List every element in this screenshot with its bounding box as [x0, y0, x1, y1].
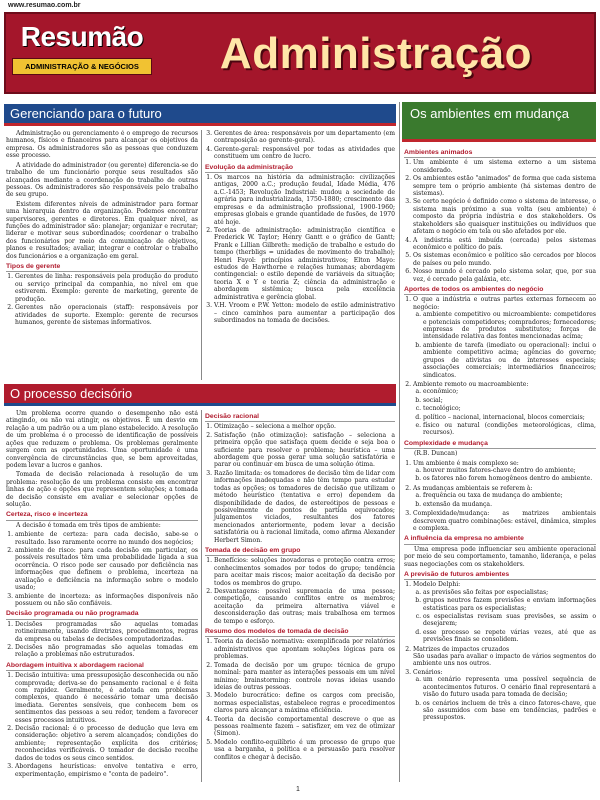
section-ambientes: Os ambientes em mudança: [402, 102, 596, 142]
list-item: 4. Teoria da decisão comportamental descreve o que as pessoas realmente fazem – satisfizer, em vez de otimizar (Simon).: [214, 716, 395, 738]
list-item: c. os especialistas revisam suas previsões, se assim o desejarem;: [423, 613, 596, 628]
sublist: [423, 589, 596, 644]
subheading: A previsão de futuros ambientes: [404, 571, 596, 580]
col2-bottom: [205, 410, 395, 782]
list-item-text: Matrizes de impactos cruzados: [413, 645, 510, 653]
list-item: 1. Gerentes de linha: responsáveis pela produção do produto ou serviço principal da companhia, no nível em que estiverem. Exemplo: gerente de marketing, gerente de produção.: [15, 273, 198, 303]
subheading: Aportes de todos os ambientes do negócio: [404, 286, 596, 295]
list: [214, 174, 395, 324]
paragraph: Administração ou gerenciamento é o emprego de recursos humanos, físicos e financeiros para alcançar os objetivos da empresa. Os administradores são as pessoas que conduzem esse processo.: [6, 130, 198, 160]
list-item: 5. Os sistemas econômico e político são cercados por blocos de países ou pelo mundo.: [413, 252, 596, 267]
subheading: Resumo dos modelos de tomada de decisão: [205, 628, 395, 637]
col2-top: [205, 130, 395, 380]
list-item: b. extensão da mudança.: [423, 501, 596, 508]
list-item: e. físico ou natural (condições meteorológicas, clima, recursos).: [423, 422, 596, 437]
list-item: 2. Gerentes não operacionais (staff): responsáveis por atividades de suporte. Exemplo: gerente de recursos humanos, gerente de sistemas informativos.: [15, 304, 198, 326]
list-item: 2. Tomada de decisão por um grupo: técnica de grupo nominal: para manter as interações pessoais em um nível mínimo; brainstorming: controle novas ideias usando ideias de outras pessoas.: [214, 662, 395, 692]
list-item: b. grupos neutros fazem previsões e enviam informações estatísticas para os especialistas;: [423, 597, 596, 612]
sublist: [423, 388, 596, 437]
sublist: [423, 311, 596, 379]
list: [413, 581, 596, 722]
list-item: 2. Decisões não programadas são aquelas tomadas em relação a problemas não estruturados.: [15, 644, 198, 659]
list: [214, 423, 395, 544]
paragraph: Tomada de decisão relacionada à resolução de um problema: resolução de um problema consiste em encontrar linhas de ação e opções que representem soluções; a tomada de decisão consiste em avaliar e selecionar opções de solução.: [6, 471, 198, 509]
list-item: a. houver muitos fatores-chave dentro do ambiente;: [423, 467, 596, 474]
page-title: Administração: [219, 29, 533, 78]
list: [15, 531, 198, 607]
list-item: 5. Modelo conflito-equilíbrio é um processo de grupo que usa a barganha, a política e a persuasão para resolver conflitos e chegar à decisão.: [214, 739, 395, 761]
subheading: Certeza, risco e incerteza: [6, 511, 198, 520]
list-item: 2. ambiente de risco: para cada decisão em particular, os possíveis resultados têm uma probabilidade ligada a sua ocorrência. O risco pode ser causado por deficiência nas informações que definem o problema, incerteza na avaliação e deficiência na informação sobre o modelo usado;: [15, 547, 198, 592]
header-banner: [4, 12, 596, 94]
list-item: a. econômico;: [423, 388, 596, 395]
list-item: 3. V.H. Vroom e P.W. Yetton: modelo de estilo administrativo – cinco caminhos para aumentar a participação dos subordinados na tomada de decisões.: [214, 302, 395, 324]
list-item: c. tecnológico;: [423, 405, 596, 412]
subheading: Abordagem intuitiva x abordagem racional: [6, 662, 198, 671]
list-item: 1. Os marcos na história da administração: civilizações antigas, 2000 a.C.; produção feudal, Idade Média, 476 a.C.-1453; Revolução Industrial: mudou a sociedade de agrária para industrializada, 1750-1880; crescimento das empresas e da administração profissional, 1900-1960; empresas globais e grande quantidade de fusões, de 1970 até hoje.: [214, 174, 395, 226]
subheading: Decisão programada ou não programada: [6, 610, 198, 619]
sublist: [423, 467, 596, 483]
list-item: a. frequência ou taxa de mudança do ambiente;: [423, 492, 596, 499]
list-item: [413, 646, 596, 668]
list-item: d. político – nacional, internacional, blocos comerciais;: [423, 414, 596, 421]
section-gerenciando: Gerenciando para o futuro: [4, 104, 396, 126]
paragraph: A atividade do administrador (ou gerente) diferencia-se do trabalho de um funcionário porque seus resultados são alcançados mediante a coordenação do trabalho de outras pessoas. Os administradores são responsáveis pelo trabalho de seu grupo.: [6, 161, 198, 199]
list-item: 2. Teorias de administração: administração científica e Frederick W. Taylor; Henry Gantt e o gráfico de Gantt; Frank e Lillian Gilbreth: medição de trabalho e estudo do tempo (therbligs = unidades de movimento do trabalho); Henri Fayol: princípios administrativos; Elton Mayo: estudos de Hawthorne e relações humanas; abordagem contingencial: o estilo depende de variáveis da situação; teoria X e Y e teoria Z; ciência da administração e abordagem sistêmica; busca pela excelência administrativa e gerência global.: [214, 227, 395, 301]
list-item: 3. Abordagens heurísticas: envolve tentativa e erro, experimentação, empirismo e "conta de padeiro".: [15, 763, 198, 778]
list-item-text: Modelo Delphi:: [413, 581, 461, 589]
list-item: a. um cenário representa uma possível sequência de acontecimentos futuros. O cenário final representará a visão do futuro usada para tomada de decisão;: [423, 676, 596, 698]
list-item: 1. Um ambiente é um sistema externo a um sistema considerado.: [413, 159, 596, 174]
list-item: 2. Satisfação (não otimização): satisfação – seleciona a primeira opção que satisfaça quem decide e seja boa o suficiente para resolver o problema; heurística – uma abordagem que possa gerar uma solução satisfatória e parar ou continuar em busca de uma solução ótima.: [214, 432, 395, 469]
list-item: [413, 485, 596, 508]
section-processo: O processo decisório: [4, 384, 396, 406]
sublist: [423, 492, 596, 508]
list: [214, 557, 395, 625]
list-item-text: As mudanças ambientais se referem à:: [413, 484, 533, 492]
list-item: 1. Teoria da decisão normativa: exemplificada por relatórios administrativos que apontam soluções lógicas para os problemas.: [214, 638, 395, 660]
list-item: b. os fatores não forem homogêneos dentro do ambiente.: [423, 475, 596, 482]
subheading: Tomada de decisão em grupo: [205, 547, 395, 556]
column-divider: [201, 130, 202, 380]
list: [214, 130, 395, 161]
list-item: [413, 381, 596, 437]
list: [15, 273, 198, 326]
list-item: [413, 669, 596, 722]
col3: [404, 146, 596, 782]
col1-bottom: [6, 410, 198, 782]
list-item: [413, 296, 596, 379]
col1-top: [6, 130, 198, 380]
list-item: 1. ambiente de certeza: para cada decisão, sabe-se o resultado. Isso raramente ocorre no mundo dos negócios;: [15, 531, 198, 546]
list-item: b. ambiente de tarefa (imediato ou operacional): inclui o ambiente competitivo acima; agências do governo; grupos de ativistas ou de interesses especiais; associações comerciais; intermediários financeiros; sindicatos.: [423, 342, 596, 379]
list-item: 3. Razão limitada: os tomadores de decisão têm de lidar com informações inadequadas e não têm tempo para estudar todas as opções; os tomadores de decisão que utilizam o método heurístico (tentativa e erro) dependem da disponibilidade de dados, de estereótipos de pessoas e possivelmente de pontos de partida equivocados; julgamentos viciados, resultantes dos fatores mencionados anteriormente, podem levar a decisão satisfatória ou à racional limitada, como afirma Alexander Herbert Simon.: [214, 470, 395, 544]
paragraph: (R.B. Duncan): [414, 450, 458, 458]
list-item: [413, 460, 596, 483]
brand-logo: [12, 20, 152, 86]
list-item: 2. Os ambientes estão "animados" de forma que cada sistema sempre tem o próprio ambiente (há sistemas dentro de sistemas).: [413, 175, 596, 197]
logo-main: Resumão: [20, 21, 144, 52]
list-item-text: O que a indústria e outras partes externas fornecem ao negócio:: [413, 296, 596, 311]
paragraph: Existem diferentes níveis de administrador para formar uma hierarquia dentro da organização. Podemos encontrar supervisores, gerentes e diretores. Em qualquer nível, as funções do administrador são: planejar; organizar e recrutar; liderar e motivar seus subordinados; coordenar o trabalho dos funcionários por meio da comunicação de objetivos, planos e resultados; avaliar, integrar e controlar o trabalho dos funcionários e a organização em geral.: [6, 200, 198, 260]
list: [15, 621, 198, 659]
subheading: Ambientes animados: [404, 149, 596, 158]
paragraph: Uma empresa pode influenciar seu ambiente operacional por meio de seu comportamento, tamanho, liderança, e pelas suas negociações com os stakeholders.: [404, 545, 596, 568]
paragraph: A decisão é tomada em três tipos de ambiente:: [16, 521, 161, 529]
page-number: 1: [296, 786, 300, 793]
list-item: a. as previsões são feitas por especialistas;: [423, 589, 596, 596]
list-item: 2. Desvantagens: possível supremacia de uma pessoa; competição, causando conflitos entre os membros; aceitação da primeira alternativa viável e desconsideração das outras; mais trabalhosa em termos de tempo e esforço.: [214, 588, 395, 625]
list: [15, 672, 198, 778]
site-url: www.resumao.com.br: [8, 2, 81, 9]
list-item: a. ambiente competitivo ou microambiente: competidores e potenciais competidores; compradores; fornecedores; empresas de produtos substitutos; forças de intensidade relativa das fontes mencionadas acima;: [423, 311, 596, 341]
list-item: 1. Benefícios: soluções inovadoras e proteção contra erros; conhecimentos somados por todos do grupo; tendência para aceitar mais riscos; maior aceitação da decisão por todos os membros do grupo.: [214, 557, 395, 587]
list: [413, 296, 596, 437]
subheading: Decisão racional: [205, 413, 395, 422]
list-item: 6. Nosso mundo é cercado pelo sistema solar, que, por sua vez, é cercado pela galáxia, etc.: [413, 268, 596, 283]
logo-sub: ADMINISTRAÇÃO & NEGÓCIOS: [12, 58, 152, 75]
list-item: [413, 581, 596, 643]
column-divider: [399, 102, 400, 782]
list-item-text: Ambiente remoto ou macroambiente:: [413, 380, 529, 388]
list-item: 3. ambiente de incerteza: as informações disponíveis não possuem ou não são confiáveis.: [15, 593, 198, 608]
paragraph: Um problema ocorre quando o desempenho não está atingindo, ou não vai atingir, os objetivos. É um desvio em relação a um padrão ou a um plano estabelecido. A resolução de um problema é o processo de identificação de possíveis ações que reduzem o problema. Os problemas geralmente surgem com as oportunidades. Uma oportunidade é uma convergência de circunstâncias que, se bem aproveitadas, podem levar a lucros e ganhos.: [6, 410, 198, 469]
list-item: 3. Modelo burocrático: define os cargos com precisão, normas especialistas, estabelece regras e procedimentos claros para alcançar a máxima eficiência.: [214, 692, 395, 714]
list-item: 2. Decisão racional: é o processo de dedução que leva em consideração: objetivo a serem alcançados; condições do ambiente; representação explícita dos critérios; reconhecidas verificáveis. O tomador de decisão recolhe dados de todos os seus cinco sentidos.: [15, 725, 198, 762]
list-item: 3. Complexidade/mudança: as matrizes ambientais descrevem quatro combinações: estável, dinâmica, simples e complexa.: [413, 510, 596, 532]
subheading: Tipos de gerente: [6, 263, 198, 272]
list-item: 4. A indústria está imbuída (cercada) pelos sistemas econômico e político do país.: [413, 237, 596, 252]
list-item: 1. Decisão intuitiva: uma pressuposição desconhecida ou não comprovada; deriva-se do pensamento racional e é feita com rapidez. Geralmente, é adotada em problemas complexos, quando é necessário tomar uma decisão imediata. Gerentes sensíveis, que conhecem bem os sentimentos das pessoas a seu redor, tendem a favorecer esses processos intuitivos.: [15, 672, 198, 724]
list-item: d. esse processo se repete várias vezes, até que as previsões finais se consolidem.: [423, 629, 596, 644]
list-item: 1. Otimização – seleciona a melhor opção.: [214, 423, 395, 430]
list-item-text: Cenários:: [413, 668, 443, 676]
list: [214, 638, 395, 761]
list-item-text: Um ambiente é mais complexo se:: [413, 459, 519, 467]
list-item: 3. Gerentes de área: responsáveis por um departamento (em contraposição ao gerente-geral).: [214, 130, 395, 145]
subheading: Complexidade e mudança: [404, 440, 596, 449]
list-item: 4. Gerente-geral: responsável por todas as atividades que constituem um centro de lucro.: [214, 146, 395, 161]
list: [413, 460, 596, 533]
column-divider: [201, 410, 202, 782]
list-item: b. os cenários incluem de três a cinco fatores-chave, que são assumidos com base em tendências, padrões e pressupostos.: [423, 700, 596, 722]
subheading: A influência da empresa no ambiente: [404, 535, 596, 544]
sublist: [423, 676, 596, 722]
list: [413, 159, 596, 283]
list-item: 1. Decisões programadas são aquelas tomadas rotineiramente, usando diretrizes, procedimentos, regras da empresa ou tabelas de decisões computadorizadas.: [15, 621, 198, 643]
list-item: 3. Se certo negócio é definido como o sistema de interesse, o sistema mais próximo a sua volta (seu ambiente) é composto da própria indústria e dos stakeholders. Os stakeholders são quaisquer instituições ou indivíduos que afetam o negócio em tela ou são afetados por ele.: [413, 198, 596, 235]
list-item-text: São usadas para avaliar o impacto de vários segmentos do ambiente uns nos outros.: [413, 653, 596, 668]
list-item: b. social;: [423, 397, 596, 404]
subheading: Evolução da administração: [205, 164, 395, 173]
